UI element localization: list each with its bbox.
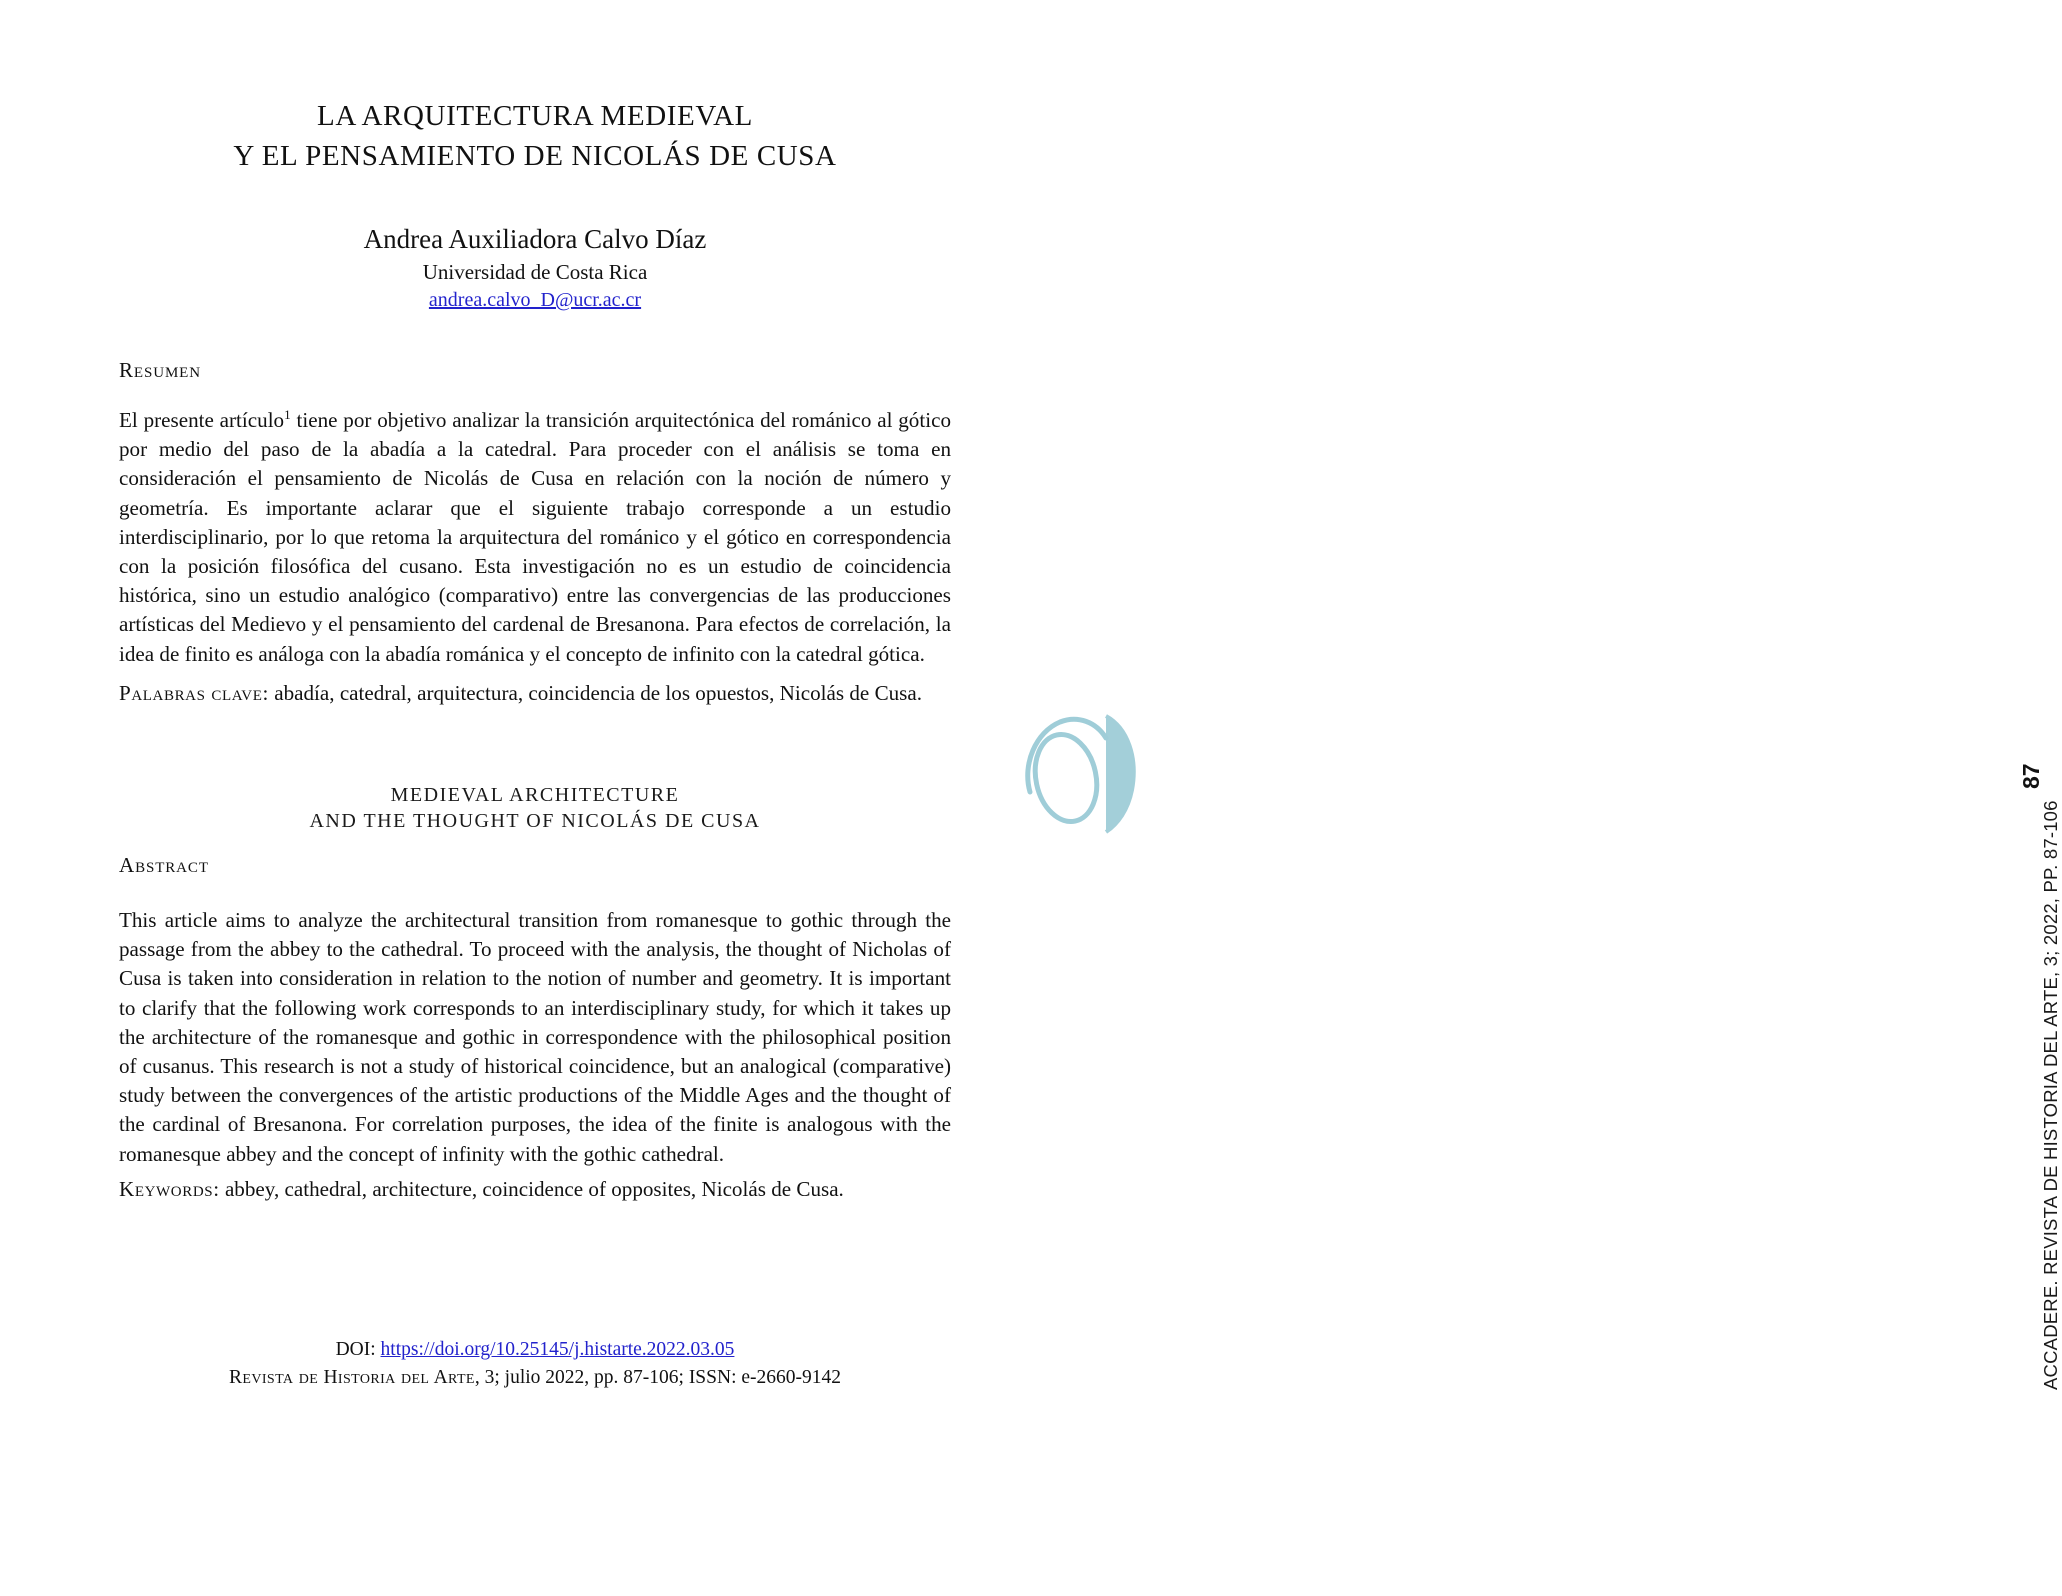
abstract-heading: Abstract <box>119 853 209 877</box>
page-title-english <box>115 782 955 834</box>
title-line-1: LA ARQUITECTURA MEDIEVAL <box>317 100 753 132</box>
author-block <box>115 222 955 314</box>
resumen-text-before-note: El presente artículo <box>119 408 285 432</box>
resumen-body <box>119 406 951 669</box>
title-en-line-1: MEDIEVAL ARCHITECTURE <box>390 784 680 806</box>
doi-line <box>115 1336 955 1363</box>
keywords-value: abbey, cathedral, architecture, coincidence of opposites, Nicolás de Cusa. <box>219 1177 844 1201</box>
keywords <box>119 1175 951 1204</box>
citation-line <box>115 1364 955 1392</box>
citation-journal: Revista de Historia del Arte <box>228 1367 475 1388</box>
title-line-2: Y EL PENSAMIENTO DE NICOLÁS DE CUSA <box>233 140 837 172</box>
page-number: 87 <box>2018 763 2044 789</box>
running-head-vertical: ACCADERE. REVISTA DE HISTORIA DEL ARTE, 3; 2022, PP. 87-106 <box>2040 800 2061 1390</box>
citation-details: , 3; julio 2022, pp. 87-106; ISSN: e-2660-9142 <box>474 1367 842 1388</box>
abstract-body: This article aims to analyze the architectural transition from romanesque to gothic through the passage from the abbey to the cathedral. To proceed with the analysis, the thought of Nicholas of Cusa is taken into consideration in relation to the notion of number and geometry. It is important to clarify that the following work corresponds to an interdisciplinary study, for which it takes up the architecture of the romanesque and gothic in correspondence with the philosophical position of cusanus. This research is not a study of historical coincidence, but an analogical (comparative) study between the convergences of the artistic productions of the Middle Ages and the thought of the cardinal of Bresanona. For correlation purposes, the idea of the finite is analogous with the romanesque abbey and the concept of infinity with the gothic cathedral. <box>119 908 951 1166</box>
resumen-heading: Resumen <box>119 358 201 382</box>
doi-label: DOI: <box>335 1339 381 1360</box>
doi-link[interactable]: https://doi.org/10.25145/j.histarte.2022.03.05 <box>380 1339 735 1360</box>
palabras-clave <box>119 679 951 708</box>
author-name: Andrea Auxiliadora Calvo Díaz <box>363 224 707 254</box>
palabras-clave-label: Palabras clave: <box>119 681 269 705</box>
footnote-marker[interactable]: 1 <box>284 406 291 422</box>
author-affiliation: Universidad de Costa Rica <box>422 260 648 284</box>
side-rail <box>1000 0 2061 1596</box>
resumen-text-after-note: tiene por objetivo analizar la transición arquitectónica del románico al gótico por medio del paso de la abadía a la catedral. Para proceder con el análisis se toma en consideración el pensamiento de Nicolás de Cusa en relación con la noción de número y geometría. Es importante aclarar que el siguiente trabajo corresponde a un estudio interdisciplinario, por lo que retoma la arquitectura del románico y el gótico en correspondencia con la posición filosófica del cusano. Esta investigación no es un estudio de coincidencia histórica, sino un estudio analógico (comparativo) entre las convergencias de las producciones artísticas del Medievo y el pensamiento del cardenal de Bresanona. Para efectos de correlación, la idea de finito es análoga con la abadía románica y el concepto de infinito con la catedral gótica. <box>119 408 951 666</box>
keywords-label: Keywords: <box>119 1177 220 1201</box>
decorative-ovals-graphic <box>1002 706 1142 838</box>
author-email-link[interactable]: andrea.calvo_D@ucr.ac.cr <box>428 289 642 311</box>
palabras-clave-value: abadía, catedral, arquitectura, coincidencia de los opuestos, Nicolás de Cusa. <box>268 681 923 705</box>
page-title <box>115 96 955 176</box>
footer <box>115 1336 955 1392</box>
title-en-line-2: AND THE THOUGHT OF NICOLÁS DE CUSA <box>309 810 761 832</box>
